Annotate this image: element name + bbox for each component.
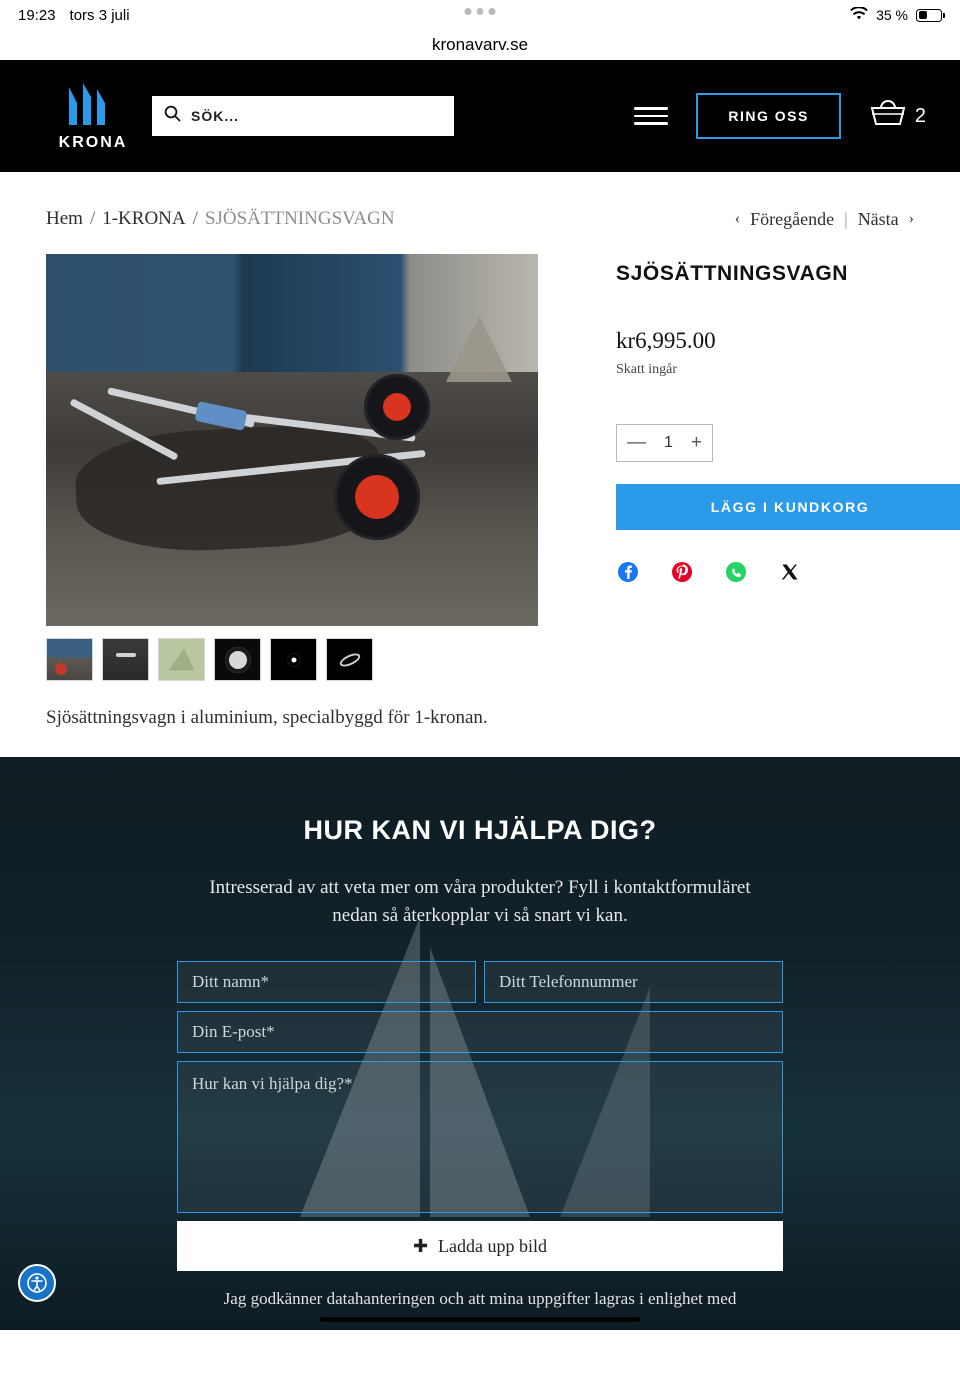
pinterest-icon[interactable] [670,560,694,584]
tax-note: Skatt ingår [616,362,678,377]
product-info [538,254,960,681]
url-text: kronavarv.se [431,35,529,54]
add-to-cart-button[interactable]: LÄGG I KUNDKORG [616,484,960,530]
message-field[interactable]: Hur kan vi hjälpa dig?* [177,1061,783,1213]
breadcrumb-item-home[interactable]: Hem [46,208,83,229]
legal-consent-text: Jag godkänner datahanteringen och att mina uppgifter lagras i enlighet med [223,1289,737,1309]
thumbnail-frame-detail[interactable] [102,638,149,681]
site-logo[interactable] [56,81,130,152]
share-row [616,560,960,584]
cart-icon [869,99,907,134]
multitask-dots-icon[interactable] [465,8,496,15]
battery-percent-label: 35 % [876,7,908,23]
breadcrumb-separator: / [89,208,96,229]
crown-icon [65,81,121,132]
call-us-button[interactable]: RING OSS [696,93,840,139]
breadcrumb-item-current: SJÖSÄTTNINGSVAGN [204,208,395,229]
pager-divider: | [844,208,848,229]
product-title: SJÖSÄTTNINGSVAGN [616,262,849,285]
home-indicator [320,1317,640,1322]
thumbnail-wheel-hub[interactable] [214,638,261,681]
product-gallery [46,254,538,681]
breadcrumb-item-category[interactable]: 1-KRONA [102,208,186,229]
name-field[interactable]: Ditt namn* [177,961,476,1003]
battery-icon [916,9,942,22]
thumbnail-strip [46,638,538,681]
next-product-link[interactable]: Nästa [857,208,899,229]
status-date: tors 3 juli [69,6,130,24]
status-time: 19:23 [18,6,56,24]
contact-title: HUR KAN VI HJÄLPA DIG? [303,815,657,845]
upload-label: Ladda upp bild [438,1235,548,1256]
search-box[interactable] [152,96,454,136]
breadcrumb-separator: / [192,208,198,229]
upload-image-button[interactable] [177,1221,783,1271]
chevron-left-icon[interactable]: ‹ [734,210,741,227]
quantity-increase-button[interactable]: + [690,432,702,453]
search-input[interactable] [191,108,442,124]
browser-url-bar[interactable] [0,30,960,60]
product-main-image[interactable] [46,254,538,626]
product-pager [735,209,914,230]
x-icon[interactable] [778,560,802,584]
thumbnail-trailer-blue[interactable] [46,638,93,681]
product-section [0,230,960,681]
product-description: Sjösättningsvagn i aluminium, specialbyggd för 1-kronan. [46,707,488,728]
search-icon [164,105,181,127]
cart-button[interactable] [869,99,926,134]
status-left [18,7,130,24]
breadcrumb [0,172,960,230]
contact-section [0,757,960,1330]
chevron-right-icon[interactable]: › [908,210,914,227]
accessibility-icon[interactable] [18,1264,56,1302]
plus-icon: ✚ [412,1235,429,1256]
cart-count: 2 [914,104,926,127]
thumbnail-bearing[interactable] [270,638,317,681]
thumbnail-green-bracket[interactable] [158,638,205,681]
product-price: kr6,995.00 [616,328,716,353]
logo-text: KRONA [58,133,128,151]
phone-field[interactable]: Ditt Telefonnummer [484,961,783,1003]
facebook-icon[interactable] [616,560,640,584]
quantity-value[interactable]: 1 [663,434,673,451]
status-right [850,7,942,24]
quantity-decrease-button[interactable]: — [627,432,646,453]
ios-status-bar [0,0,960,30]
site-header [0,60,960,172]
prev-product-link[interactable]: Föregående [750,208,835,229]
quantity-stepper[interactable] [616,424,713,462]
wifi-icon [850,7,868,24]
whatsapp-icon[interactable] [724,560,748,584]
contact-subtitle: Intresserad av att veta mer om våra produkter? Fyll i kontaktformuläret nedan så återkopplar vi så snart vi kan. [209,877,751,926]
thumbnail-hook[interactable] [326,638,373,681]
header-actions [634,93,926,139]
email-field[interactable]: Din E-post* [177,1011,783,1053]
contact-form [177,961,783,1311]
hamburger-icon[interactable] [634,107,668,125]
